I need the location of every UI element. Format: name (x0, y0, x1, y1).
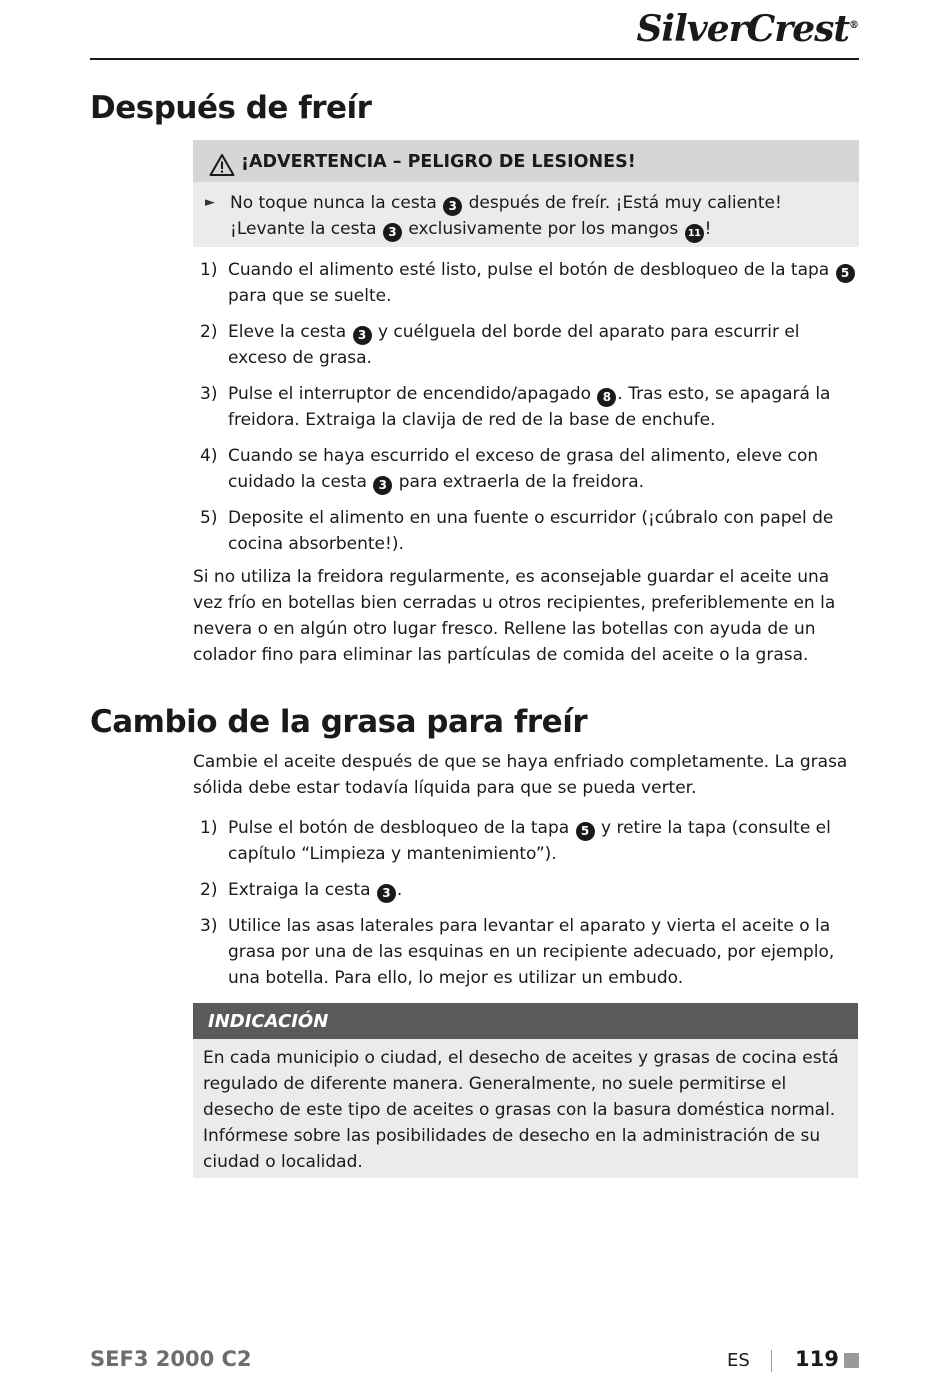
ref-badge: 3 (373, 476, 392, 495)
note-box (193, 1039, 858, 1178)
footer-divider (771, 1350, 772, 1372)
warning-box: ¡ADVERTENCIA – PELIGRO DE LESIONES! ► No toque nunca la cesta 3 después de freír. ¡Está muy caliente! ¡Levante la cesta 3 exclusivamente por los mangos 11 ! (193, 140, 859, 247)
footer-model: SEF3 2000 C2 (90, 1347, 252, 1371)
warning-title: ¡ADVERTENCIA – PELIGRO DE LESIONES! (241, 152, 636, 172)
note-text: En cada municipio o ciudad, el desecho de aceites y grasas de cocina está regulado de diferente manera. Generalmente, no suele permitirse el desecho de este tipo de aceites o grasas con la basura doméstica normal. Infórmese sobre las posibilidades de desecho en la administración de su ciudad o localidad. (203, 1048, 839, 1172)
header-rule (90, 58, 859, 60)
ref-badge: 3 (443, 197, 462, 216)
warning-header (193, 140, 859, 182)
section-title-cambio: Cambio de la grasa para freír (90, 704, 588, 740)
ref-badge: 5 (836, 264, 855, 283)
footer-language: ES (727, 1350, 750, 1371)
intro-paragraph: Cambie el aceite después de que se haya enfriado completamente. La grasa sólida debe estar todavía líquida para que se pueda verter. (193, 752, 848, 798)
storage-paragraph: Si no utiliza la freidora regularmente, es aconsejable guardar el aceite una vez frío en botellas bien cerradas u otros recipientes, preferiblemente en la nevera o en algún otro lugar fresco. Rellene las botellas con ayuda de un colador fino para eliminar las partículas de comida del aceite o la grasa. (193, 567, 836, 665)
bullet-arrow-icon: ► (205, 195, 215, 210)
ref-badge: 3 (353, 326, 372, 345)
page-number: 119 (795, 1347, 839, 1371)
ref-badge: 5 (576, 822, 595, 841)
warning-triangle-icon (209, 150, 235, 194)
brand-logo: SilverCrest® (636, 8, 858, 50)
ref-badge: 8 (597, 388, 616, 407)
section-title-despues: Después de freír (90, 90, 372, 126)
note-header: INDICACIÓN (193, 1003, 858, 1039)
ref-badge: 3 (377, 884, 396, 903)
ref-badge: 3 (383, 223, 402, 242)
ref-badge: 11 (685, 224, 704, 243)
footer-square-icon (844, 1353, 859, 1368)
